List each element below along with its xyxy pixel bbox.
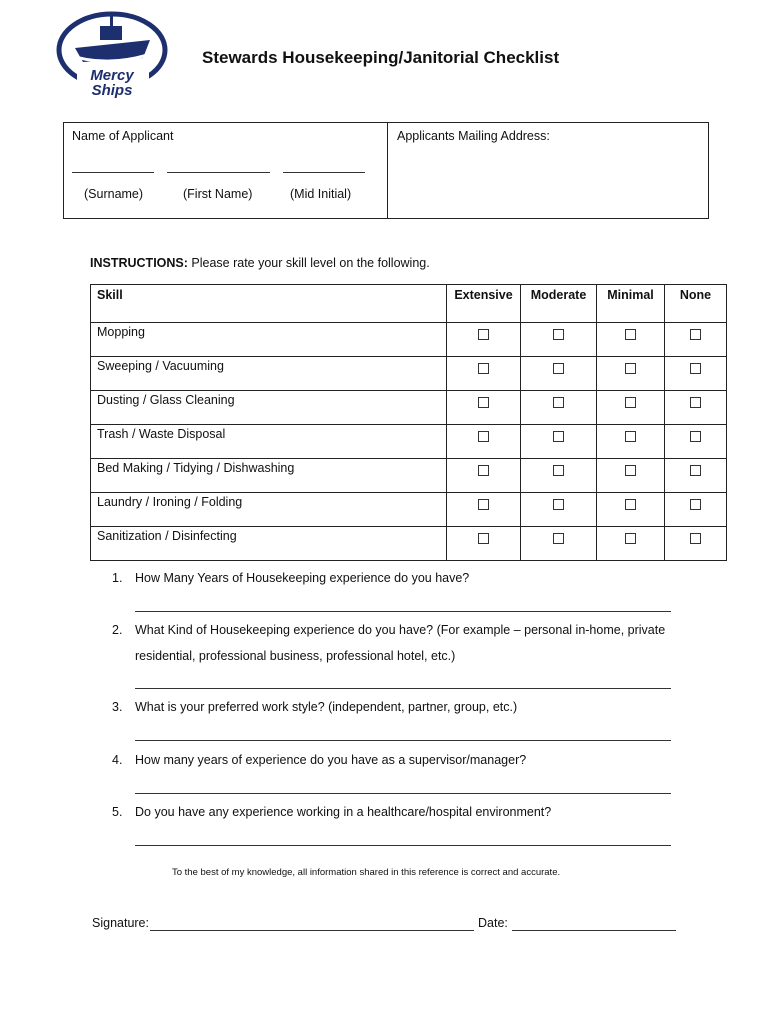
- extensive-checkbox[interactable]: [478, 465, 489, 476]
- signature-field[interactable]: [150, 930, 474, 931]
- skill-name: Bed Making / Tidying / Dishwashing: [91, 459, 447, 493]
- answer-line-3[interactable]: [135, 740, 671, 741]
- ship-logo-icon: [55, 10, 170, 100]
- moderate-checkbox[interactable]: [553, 499, 564, 510]
- skills-table: [90, 284, 727, 561]
- question-text: Do you have any experience working in a healthcare/hospital environment?: [135, 805, 552, 819]
- minimal-checkbox[interactable]: [625, 329, 636, 340]
- moderate-checkbox[interactable]: [553, 397, 564, 408]
- name-of-applicant-label: Name of Applicant: [72, 129, 174, 143]
- attestation-text: To the best of my knowledge, all information shared in this reference is correct and accurate.: [172, 867, 561, 878]
- table-row: [91, 527, 727, 561]
- skill-name: Mopping: [91, 323, 447, 357]
- table-row: [91, 323, 727, 357]
- moderate-checkbox[interactable]: [553, 329, 564, 340]
- header-moderate: Moderate: [521, 285, 597, 323]
- question-4: [112, 753, 526, 767]
- question-number: 3.: [112, 700, 123, 714]
- moderate-checkbox[interactable]: [553, 363, 564, 374]
- question-text: What Kind of Housekeeping experience do you have? (For example – personal in-home, private: [135, 623, 666, 637]
- mid-initial-label: (Mid Initial): [290, 187, 352, 201]
- applicant-info-box: [63, 122, 709, 219]
- mailing-address-label: Applicants Mailing Address:: [397, 129, 550, 143]
- extensive-checkbox[interactable]: [478, 363, 489, 374]
- question-text: How many years of experience do you have as a supervisor/manager?: [135, 753, 527, 767]
- answer-line-4[interactable]: [135, 793, 671, 794]
- question-2: [112, 623, 665, 637]
- date-label: Date:: [478, 916, 508, 930]
- header-extensive: Extensive: [447, 285, 521, 323]
- question-text: What is your preferred work style? (independent, partner, group, etc.): [135, 700, 518, 714]
- none-checkbox[interactable]: [690, 465, 701, 476]
- minimal-checkbox[interactable]: [625, 397, 636, 408]
- moderate-checkbox[interactable]: [553, 533, 564, 544]
- none-checkbox[interactable]: [690, 363, 701, 374]
- minimal-checkbox[interactable]: [625, 533, 636, 544]
- header-none: None: [665, 285, 727, 323]
- extensive-checkbox[interactable]: [478, 397, 489, 408]
- surname-field[interactable]: [72, 172, 154, 173]
- question-5: [112, 805, 551, 819]
- instructions: [90, 256, 430, 270]
- moderate-checkbox[interactable]: [553, 431, 564, 442]
- skill-name: Trash / Waste Disposal: [91, 425, 447, 459]
- answer-line-2[interactable]: [135, 688, 671, 689]
- instructions-text: Please rate your skill level on the following.: [187, 256, 430, 270]
- table-row: [91, 459, 727, 493]
- table-row: [91, 357, 727, 391]
- skill-name: Dusting / Glass Cleaning: [91, 391, 447, 425]
- first-name-label: (First Name): [183, 187, 253, 201]
- logo-text-line2: Ships: [91, 82, 133, 99]
- mid-initial-field[interactable]: [283, 172, 365, 173]
- question-2-continued: residential, professional business, professional hotel, etc.): [135, 649, 456, 663]
- instructions-label: INSTRUCTIONS:: [90, 256, 188, 270]
- none-checkbox[interactable]: [690, 499, 701, 510]
- question-number: 2.: [112, 623, 123, 637]
- logo-text-line1: Mercy: [90, 67, 134, 84]
- table-header-row: [91, 285, 727, 323]
- date-field[interactable]: [512, 930, 676, 931]
- header-minimal: Minimal: [597, 285, 665, 323]
- mailing-address-field[interactable]: [394, 147, 704, 214]
- none-checkbox[interactable]: [690, 431, 701, 442]
- none-checkbox[interactable]: [690, 533, 701, 544]
- question-3: [112, 700, 517, 714]
- answer-line-1[interactable]: [135, 611, 671, 612]
- applicant-box-divider: [387, 123, 388, 218]
- surname-label: (Surname): [84, 187, 144, 201]
- none-checkbox[interactable]: [690, 329, 701, 340]
- minimal-checkbox[interactable]: [625, 431, 636, 442]
- question-number: 5.: [112, 805, 123, 819]
- skill-name: Laundry / Ironing / Folding: [91, 493, 447, 527]
- extensive-checkbox[interactable]: [478, 329, 489, 340]
- table-row: [91, 425, 727, 459]
- question-number: 1.: [112, 571, 123, 585]
- header-skill: Skill: [91, 285, 447, 323]
- extensive-checkbox[interactable]: [478, 431, 489, 442]
- skill-name: Sweeping / Vacuuming: [91, 357, 447, 391]
- table-row: [91, 391, 727, 425]
- first-name-field[interactable]: [167, 172, 270, 173]
- minimal-checkbox[interactable]: [625, 499, 636, 510]
- question-number: 4.: [112, 753, 123, 767]
- question-1: [112, 571, 469, 585]
- signature-label: Signature:: [92, 916, 149, 930]
- extensive-checkbox[interactable]: [478, 499, 489, 510]
- minimal-checkbox[interactable]: [625, 363, 636, 374]
- extensive-checkbox[interactable]: [478, 533, 489, 544]
- moderate-checkbox[interactable]: [553, 465, 564, 476]
- page-title: Stewards Housekeeping/Janitorial Checklist: [202, 48, 560, 67]
- table-row: [91, 493, 727, 527]
- answer-line-5[interactable]: [135, 845, 671, 846]
- skill-name: Sanitization / Disinfecting: [91, 527, 447, 561]
- question-text: How Many Years of Housekeeping experience do you have?: [135, 571, 470, 585]
- minimal-checkbox[interactable]: [625, 465, 636, 476]
- mercy-ships-logo: [55, 10, 170, 100]
- none-checkbox[interactable]: [690, 397, 701, 408]
